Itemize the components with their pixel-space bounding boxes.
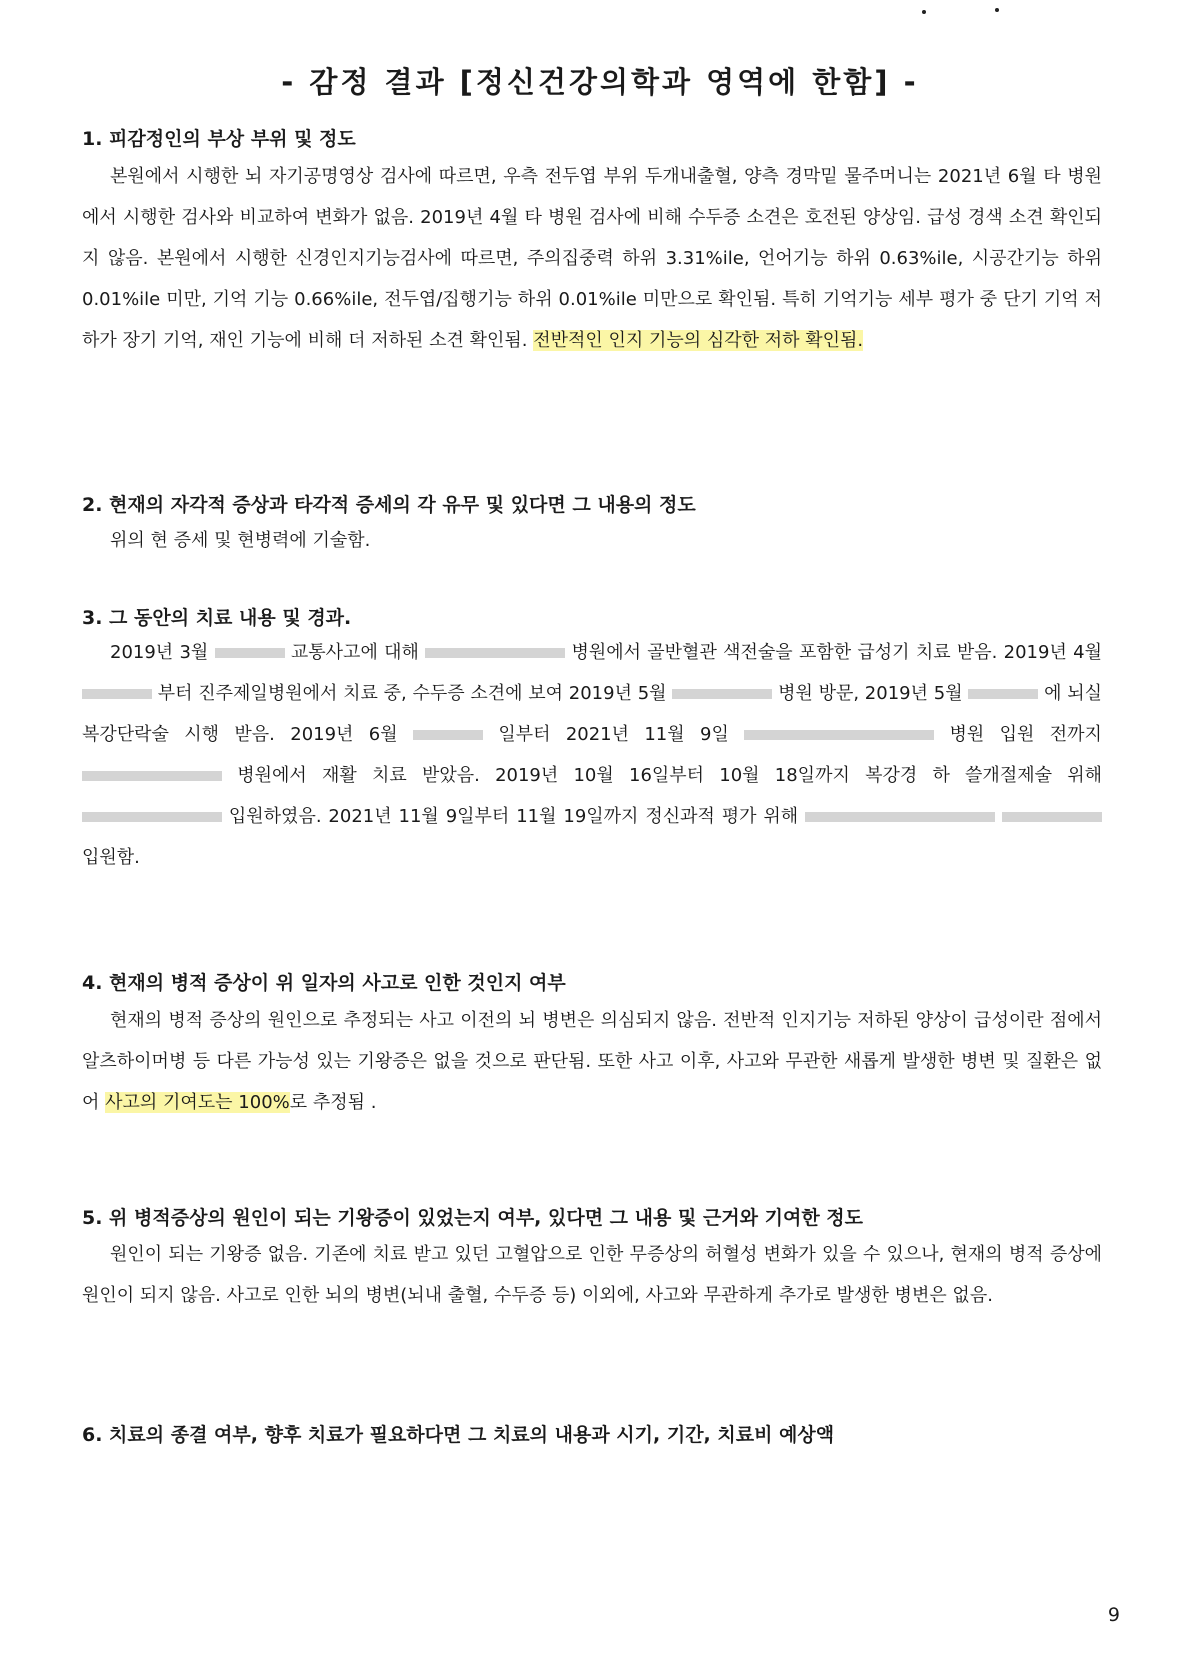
redaction-mark bbox=[82, 689, 152, 699]
section-3-part: 일부터 2021년 11월 9일 bbox=[498, 724, 729, 745]
section-4-tail: 로 추정됨 . bbox=[289, 1092, 377, 1113]
page-number: 9 bbox=[1107, 1604, 1120, 1626]
section-3-part: 병원에서 골반혈관 색전술을 포함한 급성기 치료 받음. 2019년 4월 bbox=[571, 642, 1102, 663]
section-6-heading: 6. 치료의 종결 여부, 향후 치료가 필요하다면 그 치료의 내용과 시기, 기간, 치료비 예상액 bbox=[82, 1424, 835, 1446]
section-1-body bbox=[82, 156, 1102, 361]
redaction-mark bbox=[425, 648, 565, 658]
section-5-heading: 5. 위 병적증상의 원인이 되는 기왕증이 있었는지 여부, 있다면 그 내용 및 근거와 기여한 정도 bbox=[82, 1207, 864, 1229]
section-4-highlight: 사고의 기여도는 100% bbox=[105, 1092, 290, 1113]
section-2-heading: 2. 현재의 자각적 증상과 타각적 증세의 각 유무 및 있다면 그 내용의 정도 bbox=[82, 494, 696, 516]
section-3-part: 에 뇌실복강단락술 시행 받음. 2019년 6월 bbox=[82, 683, 1102, 745]
redaction-mark bbox=[215, 648, 285, 658]
redaction-mark bbox=[413, 730, 483, 740]
redaction-mark bbox=[672, 689, 772, 699]
redaction-mark bbox=[744, 730, 934, 740]
section-5-text: 원인이 되는 기왕증 없음. 기존에 치료 받고 있던 고혈압으로 인한 무증상의 허혈성 변화가 있을 수 있으나, 현재의 병적 증상에 원인이 되지 않음. 사고로 인한 뇌의 병변(뇌내 출혈, 수두증 등) 이외에, 사고와 무관하게 추가로 발생한 병변은 없음. bbox=[82, 1244, 1102, 1306]
document-title: - 감정 결과 [정신건강의학과 영역에 한함] - bbox=[281, 65, 919, 99]
section-3-heading: 3. 그 동안의 치료 내용 및 경과. bbox=[82, 607, 352, 629]
section-3-part: 병원 방문, 2019년 5월 bbox=[778, 683, 963, 704]
redaction-mark bbox=[968, 689, 1038, 699]
section-1-highlight: 전반적인 인지 기능의 심각한 저하 확인됨. bbox=[533, 330, 864, 351]
section-3-part: 입원하였음. 2021년 11월 9일부터 11월 19일까지 정신과적 평가 위해 bbox=[228, 806, 799, 827]
redaction-mark bbox=[1002, 812, 1102, 822]
section-4-text: 현재의 병적 증상의 원인으로 추정되는 사고 이전의 뇌 병변은 의심되지 않음. 전반적 인지기능 저하된 양상이 급성이란 점에서 알츠하이머병 등 다른 가능성 있는 기왕증은 없을 것으로 판단됨. 또한 사고 이후, 사고와 무관한 새롭게 발생한 병변 및 질환은 없어 bbox=[82, 1010, 1102, 1113]
redaction-mark bbox=[82, 812, 222, 822]
section-2-text: 위의 현 증세 및 현병력에 기술함. bbox=[110, 530, 371, 551]
section-3-part: 입원함. bbox=[82, 847, 140, 868]
section-1-heading: 1. 피감정인의 부상 부위 및 정도 bbox=[82, 128, 356, 150]
section-2-body bbox=[82, 520, 1102, 561]
section-3-part: 병원에서 재활 치료 받았음. 2019년 10월 16일부터 10월 18일까지 복강경 하 쓸개절제술 위해 bbox=[237, 765, 1102, 786]
section-4-body bbox=[82, 1000, 1102, 1123]
section-3-body bbox=[82, 632, 1102, 878]
section-5-body bbox=[82, 1234, 1102, 1316]
redaction-mark bbox=[82, 771, 222, 781]
section-3-part: 부터 진주제일병원에서 치료 중, 수두증 소견에 보여 2019년 5월 bbox=[157, 683, 667, 704]
scan-speck bbox=[922, 10, 926, 14]
redaction-mark bbox=[805, 812, 995, 822]
section-1-text: 본원에서 시행한 뇌 자기공명영상 검사에 따르면, 우측 전두엽 부위 두개내출혈, 양측 경막밑 물주머니는 2021년 6월 타 병원에서 시행한 검사와 비교하여 변화가 없음. 2019년 4월 타 병원 검사에 비해 수두증 소견은 호전된 양상임. 급성 경색 소견 확인되지 않음. 본원에서 시행한 신경인지기능검사에 따르면, 주의집중력 하위 3.31%ile, 언어기능 하위 0.63%ile, 시공간기능 하위 0.01%ile 미만, 기억 기능 0.66%ile, 전두엽/집행기능 하위 0.01%ile 미만으로 확인됨. 특히 기억기능 세부 평가 중 단기 기억 저하가 장기 기억, 재인 기능에 비해 더 저하된 소견 확인됨. bbox=[82, 166, 1102, 351]
scan-speck bbox=[995, 8, 999, 12]
section-3-part: 교통사고에 대해 bbox=[290, 642, 419, 663]
section-4-heading: 4. 현재의 병적 증상이 위 일자의 사고로 인한 것인지 여부 bbox=[82, 972, 566, 994]
section-3-part: 2019년 3월 bbox=[110, 642, 209, 663]
section-3-part: 병원 입원 전까지 bbox=[949, 724, 1102, 745]
